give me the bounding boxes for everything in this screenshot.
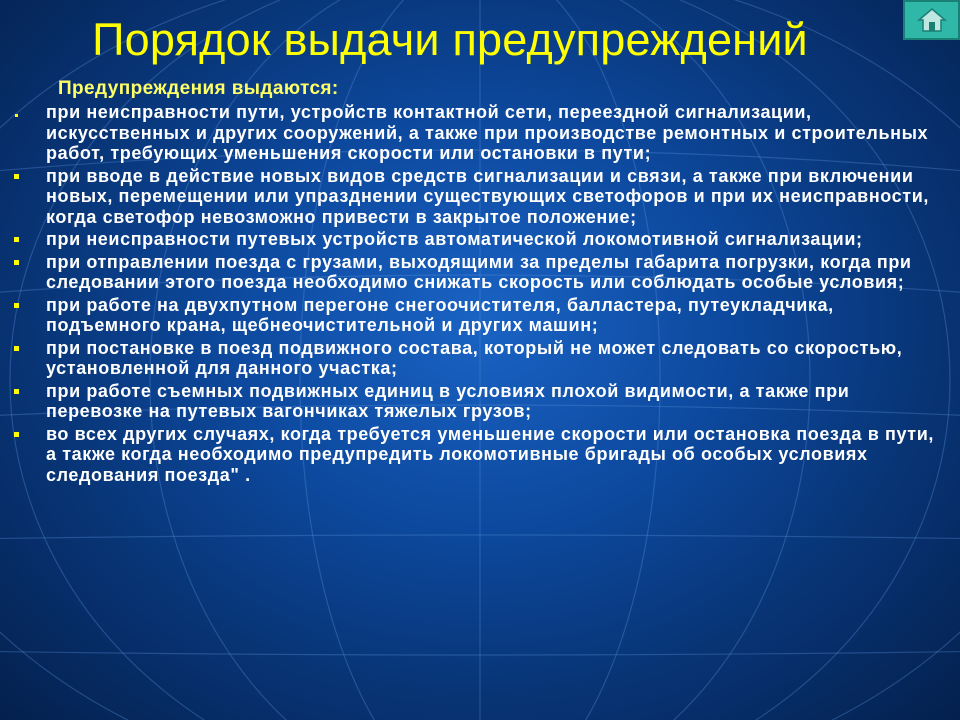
list-item-text: при отправлении поезда с грузами, выходящими за пределы габарита погрузки, когда при следовании этого поезда необходимо снижать скорость или соблюдать особые условия; bbox=[46, 251, 912, 292]
list-item bbox=[0, 102, 960, 164]
bullet-marker bbox=[14, 303, 19, 308]
list-item bbox=[0, 229, 960, 250]
list-item-text: при работе съемных подвижных единиц в условиях плохой видимости, а также при перевозке на путевых вагончиках тяжелых грузов; bbox=[46, 380, 850, 421]
bullet-marker bbox=[14, 174, 19, 179]
list-item-text: при неисправности пути, устройств контактной сети, переездной сигнализации, искусственных и других сооружений, а также при производстве ремонтных и строительных работ, требующих уменьшения скорости или остановки в пути; bbox=[46, 102, 929, 163]
list-item bbox=[0, 295, 960, 336]
bullet-marker bbox=[14, 389, 19, 394]
list-item bbox=[0, 338, 960, 379]
list-item-text: при работе на двухпутном перегоне снегоочистителя, балластера, путеукладчика, подъемного крана, щебнеочистительной и других машин; bbox=[46, 294, 834, 335]
list-item bbox=[0, 166, 960, 228]
bullet-marker bbox=[14, 346, 19, 351]
slide-title: Порядок выдачи предупреждений bbox=[92, 14, 808, 65]
list-item-text: при неисправности путевых устройств автоматической локомотивной сигнализации; bbox=[46, 229, 863, 249]
bullet-marker bbox=[14, 260, 19, 265]
home-button[interactable] bbox=[903, 0, 960, 40]
bullet-marker bbox=[14, 237, 19, 242]
list-item-text: при постановке в поезд подвижного состава, который не может следовать со скоростью, установленной для данного участка; bbox=[46, 337, 903, 378]
slide-subtitle: Предупреждения выдаются: bbox=[58, 78, 339, 99]
bullet-marker bbox=[14, 432, 19, 437]
list-item bbox=[0, 381, 960, 422]
list-item-text: во всех других случаях, когда требуется уменьшение скорости или остановка поезда в пути, а также когда необходимо предупредить локомотивные бригады об особых условиях следования поезда" . bbox=[46, 423, 934, 485]
warning-cases-list bbox=[0, 102, 960, 487]
bullet-marker bbox=[15, 114, 18, 117]
list-item-text: при вводе в действие новых видов средств сигнализации и связи, а также при включении новых, перемещении или упразднении существующих светофоров и при их неисправности, когда светофор невозможно привести в закрытое положение; bbox=[46, 165, 929, 227]
list-item bbox=[0, 424, 960, 486]
list-item bbox=[0, 252, 960, 293]
home-icon bbox=[917, 7, 947, 33]
